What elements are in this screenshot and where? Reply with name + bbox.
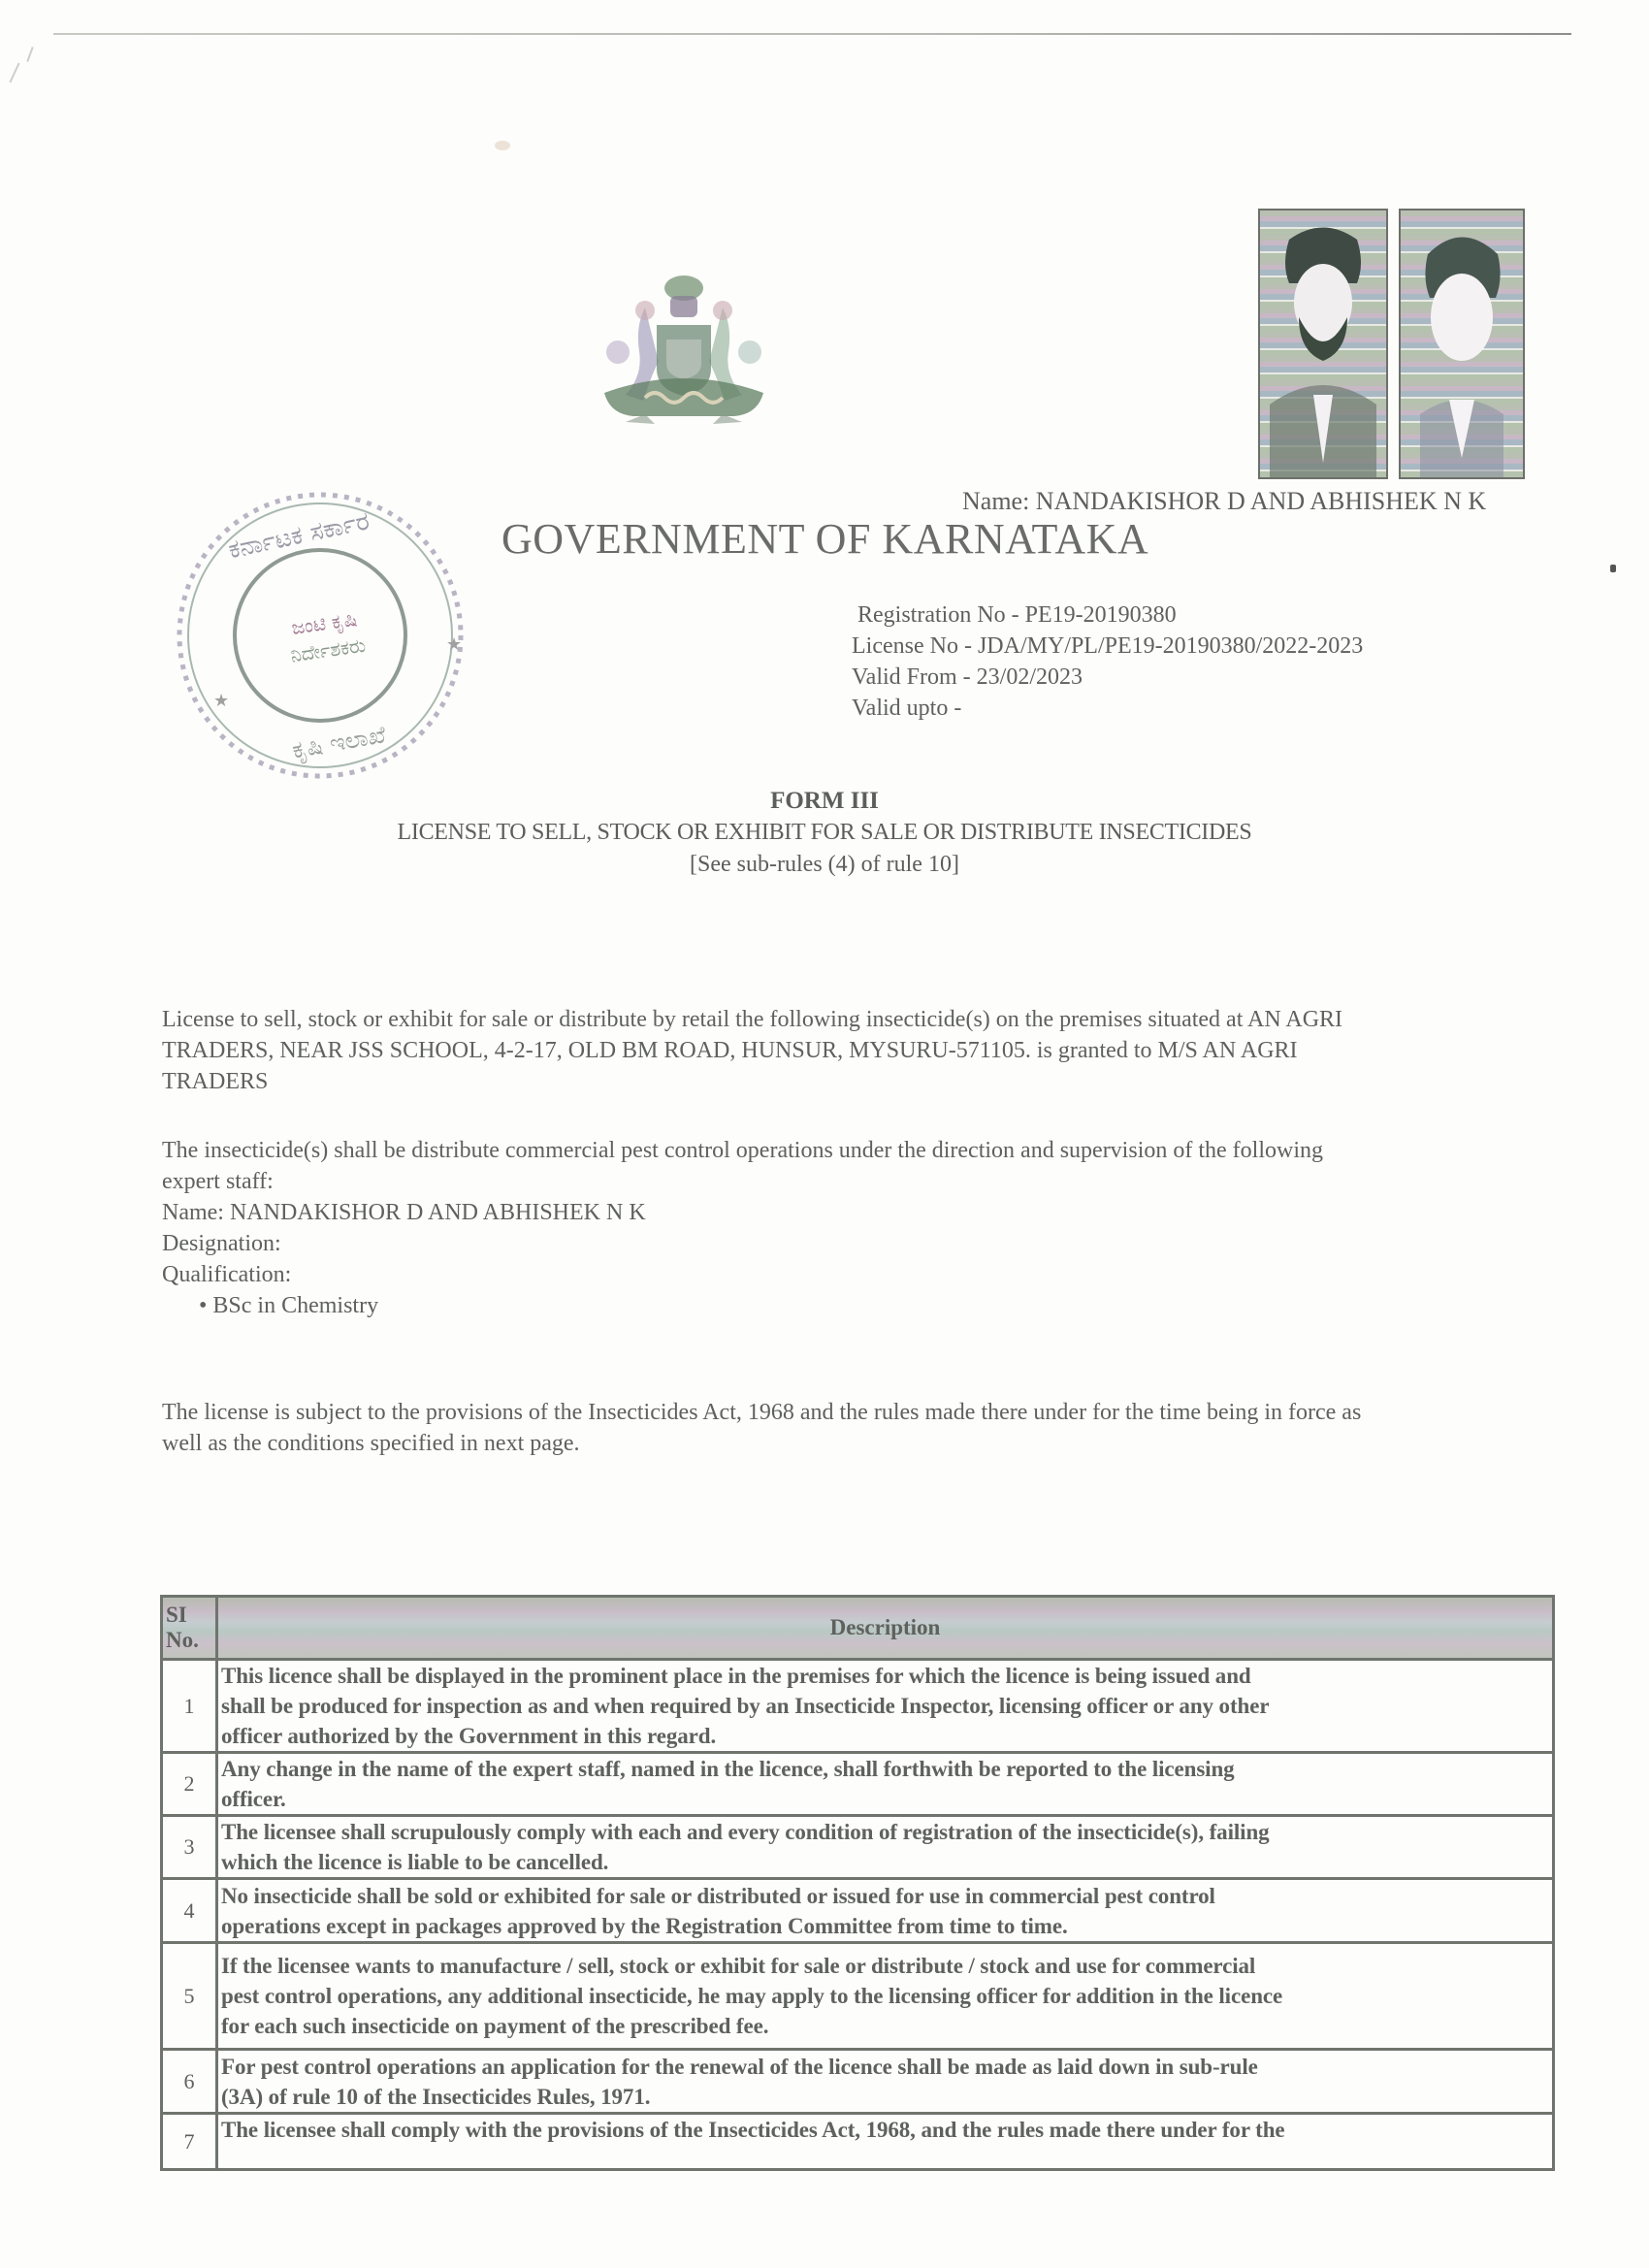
applicant-photo-2 — [1399, 209, 1525, 479]
row-sl-no: 2 — [162, 1753, 217, 1816]
table-row — [162, 1753, 1554, 1816]
row-description — [217, 1660, 1554, 1753]
description-line: This licence shall be displayed in the prominent place in the premises for which the licence is being issued and — [221, 1664, 1251, 1688]
registration-number: Registration No - PE19-20190380 — [857, 602, 1177, 628]
table-row — [162, 2114, 1554, 2170]
scan-speck — [495, 141, 510, 150]
conditions-table — [160, 1595, 1555, 2171]
paragraph-line: License to sell, stock or exhibit for sale or distribute by retail the following insecticide(s) on the premises situated at AN AGRI — [162, 1007, 1343, 1032]
form-subtitle: LICENSE TO SELL, STOCK OR EXHIBIT FOR SALE OR DISTRIBUTE INSECTICIDES — [397, 820, 1252, 845]
paragraph-line: The insecticide(s) shall be distribute commercial pest control operations under the direction and supervision of the following — [162, 1138, 1323, 1163]
top-scan-rule — [53, 33, 1571, 35]
description-line: shall be produced for inspection as and when required by an Insecticide Inspector, licensing officer or any other — [221, 1694, 1270, 1718]
description-line: No insecticide shall be sold or exhibited for sale or distributed or issued for use in commercial pest control — [221, 1883, 1215, 1908]
row-description — [217, 1879, 1554, 1943]
scan-speck — [26, 47, 33, 62]
paragraph-line: TRADERS — [162, 1069, 269, 1094]
description-line: officer. — [221, 1787, 286, 1811]
provisions-paragraph — [162, 1397, 1568, 1459]
department-seal-icon — [173, 485, 469, 786]
description-line: Any change in the name of the expert staff, named in the licence, shall forthwith be reported to the licensing — [221, 1757, 1235, 1781]
paragraph-line: TRADERS, NEAR JSS SCHOOL, 4-2-17, OLD BM ROAD, HUNSUR, MYSURU-571105. is granted to M/S AN AGRI — [162, 1038, 1298, 1063]
description-line: pest control operations, any additional insecticide, he may apply to the licensing officer for addition in the licence — [221, 1984, 1283, 2008]
description-line: for each such insecticide on payment of the prescribed fee. — [221, 2014, 769, 2038]
svg-text:ಕೃಷಿ ಇಲಾಖೆ: ಕೃಷಿ ಇಲಾಖೆ — [290, 721, 388, 764]
row-sl-no: 7 — [162, 2114, 217, 2170]
row-description — [217, 2050, 1554, 2114]
row-description — [217, 2114, 1554, 2170]
table-row — [162, 1879, 1554, 1943]
row-description — [217, 1753, 1554, 1816]
row-sl-no: 4 — [162, 1879, 217, 1943]
header-sl-line: No. — [166, 1628, 199, 1652]
form-rule-reference: [See sub-rules (4) of rule 10] — [690, 852, 959, 877]
table-header-row — [162, 1597, 1554, 1660]
applicant-photo-1 — [1258, 209, 1388, 479]
valid-from: Valid From - 23/02/2023 — [852, 664, 1083, 690]
qualification-text: BSc in Chemistry — [212, 1293, 379, 1318]
row-sl-no: 3 — [162, 1816, 217, 1879]
paragraph-line: The license is subject to the provisions of the Insecticides Act, 1968 and the rules made there under for the time being in force as — [162, 1400, 1362, 1425]
bullet-icon: • — [199, 1293, 208, 1318]
row-sl-no: 1 — [162, 1660, 217, 1753]
scan-speck — [9, 63, 19, 83]
description-line: If the licensee wants to manufacture / sell, stock or exhibit for sale or distribute / stock and use for commercial — [221, 1954, 1256, 1978]
table-row — [162, 2050, 1554, 2114]
header-sl-line: SI — [166, 1603, 187, 1627]
registration-details — [852, 599, 1363, 724]
svg-text:ಕರ್ನಾಟಕ ಸರ್ಕಾರ: ಕರ್ನಾಟಕ ಸರ್ಕಾರ — [225, 506, 372, 566]
government-title: GOVERNMENT OF KARNATAKA — [501, 515, 1149, 563]
svg-text:ನಿರ್ದೇಶಕರು: ನಿರ್ದೇಶಕರು — [288, 632, 368, 667]
description-line: The licensee shall comply with the provisions of the Insecticides Act, 1968, and the rules made there under for the — [221, 2118, 1285, 2142]
staff-qualification-label: Qualification: — [162, 1262, 292, 1287]
description-line: For pest control operations an application for the renewal of the licence shall be made as laid down in sub-rule — [221, 2054, 1258, 2079]
description-line: officer authorized by the Government in this regard. — [221, 1724, 717, 1748]
paragraph-line: well as the conditions specified in next page. — [162, 1431, 580, 1456]
row-sl-no: 5 — [162, 1943, 217, 2050]
row-description — [217, 1943, 1554, 2050]
scan-speck — [1610, 565, 1616, 572]
expert-staff-section — [162, 1135, 1568, 1321]
table-row — [162, 1660, 1554, 1753]
header-description: Description — [217, 1597, 1554, 1660]
qualification-item — [162, 1290, 1568, 1321]
description-line: (3A) of rule 10 of the Insecticides Rules, 1971. — [221, 2084, 651, 2109]
valid-upto: Valid upto - — [852, 696, 962, 721]
license-number: License No - JDA/MY/PL/PE19-20190380/2022-2023 — [852, 633, 1364, 659]
description-line: which the licence is liable to be cancelled. — [221, 1850, 609, 1874]
table-row — [162, 1943, 1554, 2050]
paragraph-line: expert staff: — [162, 1169, 274, 1194]
license-paragraph — [162, 1004, 1568, 1097]
table-row — [162, 1816, 1554, 1879]
svg-text:★: ★ — [446, 634, 463, 654]
description-line: operations except in packages approved by the Registration Committee from time to time. — [221, 1913, 1068, 1938]
row-sl-no: 6 — [162, 2050, 217, 2114]
karnataka-emblem-icon — [587, 267, 781, 441]
expert-name-header: Name: NANDAKISHOR D AND ABHISHEK N K — [962, 487, 1487, 515]
header-sl-no — [162, 1597, 217, 1660]
staff-name: Name: NANDAKISHOR D AND ABHISHEK N K — [162, 1200, 646, 1225]
description-line: The licensee shall scrupulously comply with each and every condition of registration of the insecticide(s), failing — [221, 1820, 1270, 1844]
svg-text:★: ★ — [213, 691, 230, 710]
row-description — [217, 1816, 1554, 1879]
svg-text:ಜಂಟಿ ಕೃಷಿ: ಜಂಟಿ ಕೃಷಿ — [289, 606, 359, 639]
form-title: FORM III — [770, 788, 879, 814]
staff-designation: Designation: — [162, 1231, 281, 1256]
